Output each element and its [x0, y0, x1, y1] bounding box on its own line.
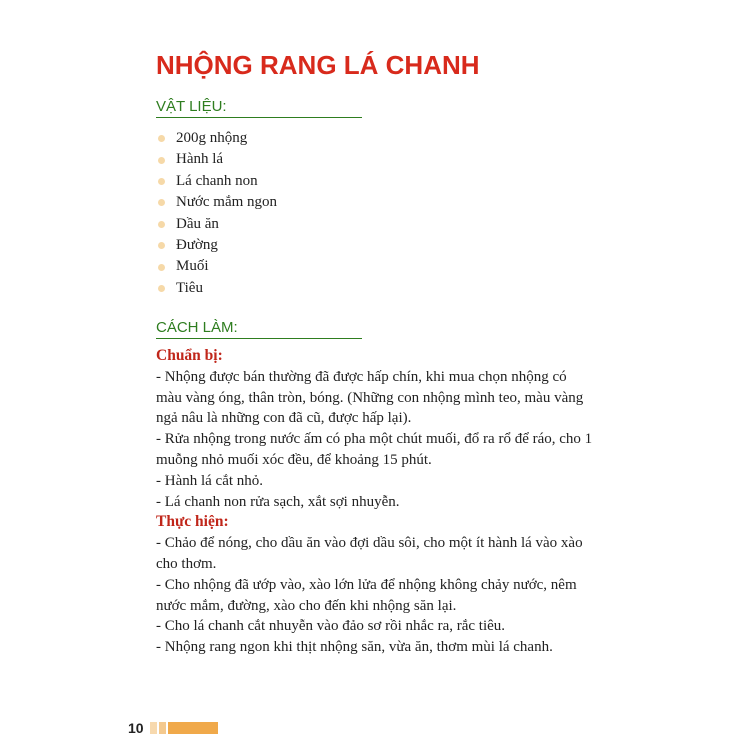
cook-step: - Cho lá chanh cắt nhuyễn vào đảo sơ rồi nhắc ra, rắc tiêu.: [156, 618, 506, 635]
cook-step: - Nhộng rang ngon khi thịt nhộng săn, vừa ăn, thơm mùi lá chanh.: [156, 639, 553, 656]
cook-heading: Thực hiện:: [156, 513, 229, 531]
decorative-strip: [159, 722, 166, 734]
ingredient-label: Đường: [176, 236, 218, 253]
page-footer: [128, 720, 218, 736]
list-item: [156, 278, 277, 299]
prep-step: - Nhộng được bán thường đã được hấp chín, khi mua chọn nhộng có màu vàng óng, thân tròn, bóng. (Những con nhộng mình teo, màu vàng ngả nâu là những con đã cũ, được hấp lại).: [156, 368, 584, 427]
list-item: [156, 171, 277, 192]
decorative-strip: [150, 722, 157, 734]
method-heading: CÁCH LÀM:: [156, 319, 362, 339]
ingredient-list: [156, 128, 277, 299]
ingredient-label: Muối: [176, 258, 209, 275]
list-item: [156, 235, 277, 256]
prep-step: - Rửa nhộng trong nước ấm có pha một chút muối, đổ ra rổ để ráo, cho 1 muỗng nhỏ muối xóc đều, để khoảng 15 phút.: [156, 431, 593, 468]
bullet-icon: [158, 135, 165, 142]
bullet-icon: [158, 157, 165, 164]
ingredient-label: Hành lá: [176, 151, 224, 168]
page-number: 10: [128, 720, 144, 736]
recipe-title: NHỘNG RANG LÁ CHANH: [156, 50, 480, 80]
method-body: [156, 346, 596, 658]
ingredient-label: 200g nhộng: [176, 130, 248, 146]
cook-step: - Chảo để nóng, cho dầu ăn vào đợi dầu sôi, cho một ít hành lá vào xào cho thơm.: [156, 535, 583, 572]
prep-heading: Chuẩn bị:: [156, 347, 223, 364]
bullet-icon: [158, 199, 165, 206]
ingredient-label: Tiêu: [176, 279, 203, 296]
ingredient-label: Nước mắm ngon: [176, 194, 278, 211]
decorative-strip: [168, 722, 218, 734]
ingredient-label: Dầu ăn: [176, 215, 219, 232]
list-item: [156, 128, 277, 149]
bullet-icon: [158, 264, 165, 271]
prep-step: - Lá chanh non rửa sạch, xắt sợi nhuyễn.: [156, 493, 400, 510]
list-item: [156, 256, 277, 277]
ingredient-label: Lá chanh non: [176, 172, 258, 189]
list-item: [156, 192, 277, 213]
prep-step: - Hành lá cắt nhỏ.: [156, 472, 264, 489]
materials-heading: VẬT LIỆU:: [156, 98, 362, 118]
list-item: [156, 214, 277, 235]
bullet-icon: [158, 242, 165, 249]
bullet-icon: [158, 178, 165, 185]
cook-step: - Cho nhộng đã ướp vào, xào lớn lửa để nhộng không chảy nước, nêm nước mắm, đường, xào cho đến khi nhộng săn lại.: [156, 576, 577, 614]
list-item: [156, 149, 277, 170]
bullet-icon: [158, 221, 165, 228]
bullet-icon: [158, 285, 165, 292]
